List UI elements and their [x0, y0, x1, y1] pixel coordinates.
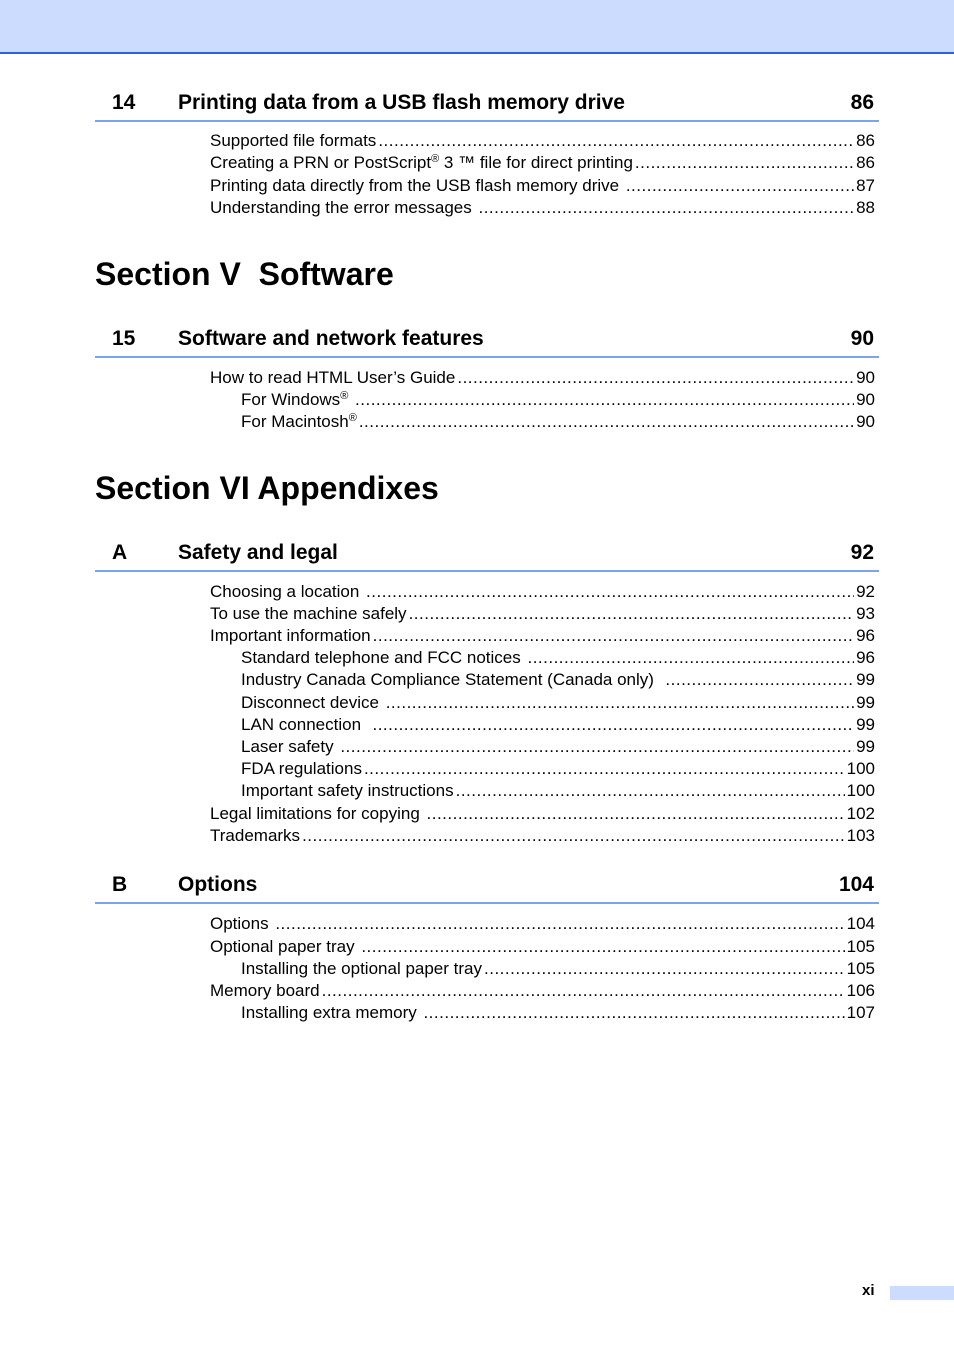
- chapter-title: Safety and legal: [178, 541, 338, 564]
- toc-entry-page: 100: [846, 759, 875, 778]
- page-number: xi: [862, 1282, 875, 1299]
- toc-entry-label: Optional paper tray: [210, 937, 360, 956]
- toc-entry[interactable]: [210, 152, 875, 174]
- toc-entry-label: Installing extra memory: [241, 1003, 422, 1022]
- toc-entry-page: 103: [846, 826, 875, 845]
- chapter-page: 86: [850, 91, 874, 114]
- section-title-v[interactable]: Section V Software: [95, 256, 394, 292]
- toc-entry-label: FDA regulations: [241, 759, 362, 778]
- toc-entry[interactable]: [241, 1002, 875, 1024]
- toc-entry[interactable]: [210, 825, 875, 847]
- toc-entry[interactable]: [241, 411, 875, 433]
- registered-mark: ®: [340, 390, 349, 402]
- dot-leader: [456, 780, 845, 802]
- toc-entry-page: 99: [856, 670, 875, 689]
- chapter-heading-b[interactable]: [95, 870, 879, 904]
- dot-leader: [665, 669, 854, 691]
- chapter-heading-15[interactable]: [95, 324, 879, 358]
- toc-entry-page: 90: [856, 412, 875, 431]
- dot-leader: [302, 825, 845, 847]
- toc-entry[interactable]: [210, 625, 875, 647]
- toc-entry[interactable]: [210, 803, 875, 825]
- chapter-heading-14[interactable]: [95, 88, 879, 122]
- toc-entry-label: For Macintosh®: [241, 412, 357, 431]
- toc-entry-page: 92: [856, 582, 875, 601]
- toc-entry-label: Printing data directly from the USB flash memory drive: [210, 176, 624, 195]
- toc-entry-label: Memory board: [210, 981, 320, 1000]
- toc-entry[interactable]: [241, 758, 875, 780]
- toc-entry-label: Disconnect device: [241, 693, 384, 712]
- toc-entry-label: To use the machine safely: [210, 604, 407, 623]
- registered-mark: ®: [431, 153, 440, 165]
- chapter-heading-a[interactable]: [95, 538, 879, 572]
- toc-entry-page: 105: [846, 937, 875, 956]
- dot-leader: [366, 581, 854, 603]
- dot-leader: [359, 411, 854, 433]
- toc-entry-label: Understanding the error messages: [210, 198, 477, 217]
- toc-entry[interactable]: [241, 958, 875, 980]
- dot-leader: [275, 913, 844, 935]
- toc-entry-page: 99: [856, 693, 875, 712]
- toc-entry[interactable]: [241, 736, 875, 758]
- dot-leader: [386, 692, 854, 714]
- toc-entry-page: 90: [856, 368, 875, 387]
- toc-entry[interactable]: [241, 692, 875, 714]
- chapter-page: 92: [850, 541, 874, 564]
- chapter-number: 15: [112, 327, 136, 350]
- dot-leader: [322, 980, 845, 1002]
- toc-entry-label: Installing the optional paper tray: [241, 959, 482, 978]
- chapter-title: Options: [178, 873, 258, 896]
- dot-leader: [373, 625, 854, 647]
- toc-entry-page: 87: [856, 176, 875, 195]
- dot-leader: [423, 1002, 844, 1024]
- toc-entry-page: 88: [856, 198, 875, 217]
- toc-entry[interactable]: [210, 367, 875, 389]
- toc-entry[interactable]: [210, 130, 875, 152]
- dot-leader: [355, 389, 854, 411]
- dot-leader: [372, 714, 854, 736]
- chapter-title: Printing data from a USB flash memory drive: [178, 91, 625, 114]
- toc-entry-label: Legal limitations for copying: [210, 804, 425, 823]
- toc-entry-label: Choosing a location: [210, 582, 365, 601]
- toc-entry-label: Standard telephone and FCC notices: [241, 648, 526, 667]
- dot-leader: [635, 152, 854, 174]
- toc-entry-page: 107: [846, 1003, 875, 1022]
- footer-tab: [890, 1286, 954, 1300]
- dot-leader: [478, 197, 854, 219]
- dot-leader: [364, 758, 845, 780]
- toc-entry-label: Trademarks: [210, 826, 301, 845]
- toc-entry-page: 90: [856, 390, 875, 409]
- toc-entry[interactable]: [210, 936, 875, 958]
- dot-leader: [378, 130, 854, 152]
- toc-entry-page: 102: [846, 804, 875, 823]
- toc-entry-page: 96: [856, 626, 875, 645]
- dot-leader: [409, 603, 855, 625]
- toc-entry-label: How to read HTML User’s Guide: [210, 368, 456, 387]
- section-title-vi[interactable]: Section VI Appendixes: [95, 470, 439, 506]
- toc-entry-page: 106: [846, 981, 875, 1000]
- registered-mark: ®: [348, 412, 357, 424]
- toc-entry-page: 96: [856, 648, 875, 667]
- chapter-number: 14: [112, 91, 136, 114]
- chapter-page: 90: [850, 327, 874, 350]
- toc-entry[interactable]: [241, 714, 875, 736]
- dot-leader: [457, 367, 854, 389]
- header-band: [0, 0, 954, 54]
- toc-entry-page: 93: [856, 604, 875, 623]
- chapter-page: 104: [838, 873, 874, 896]
- dot-leader: [626, 175, 854, 197]
- chapter-title: Software and network features: [178, 327, 484, 350]
- toc-entry[interactable]: [241, 389, 875, 411]
- toc-entry-page: 86: [856, 153, 875, 172]
- toc-entry-label: Laser safety: [241, 737, 339, 756]
- toc-entry-page: 104: [846, 914, 875, 933]
- toc-entry-label: Industry Canada Compliance Statement (Canada only): [241, 670, 664, 689]
- dot-leader: [527, 647, 854, 669]
- toc-entry-label: Important information: [210, 626, 371, 645]
- toc-entry[interactable]: [210, 175, 875, 197]
- toc-entry-label: Important safety instructions: [241, 781, 454, 800]
- toc-entry-label: Creating a PRN or PostScript® 3 ™ file for direct printing: [210, 153, 633, 172]
- toc-entry[interactable]: [241, 669, 875, 691]
- dot-leader: [484, 958, 845, 980]
- chapter-number: B: [112, 873, 128, 896]
- toc-entry[interactable]: [241, 647, 875, 669]
- dot-leader: [361, 936, 844, 958]
- dot-leader: [427, 803, 845, 825]
- toc-entry[interactable]: [210, 603, 875, 625]
- dot-leader: [340, 736, 854, 758]
- toc-entry-page: 86: [856, 131, 875, 150]
- toc-entry[interactable]: [241, 780, 875, 802]
- toc-entry-label: LAN connection: [241, 715, 371, 734]
- toc-entry-page: 99: [856, 715, 875, 734]
- toc-entry-page: 99: [856, 737, 875, 756]
- toc-entry-label: Supported file formats: [210, 131, 377, 150]
- chapter-number: A: [112, 541, 128, 564]
- toc-entry-page: 100: [846, 781, 875, 800]
- toc-entry[interactable]: [210, 581, 875, 603]
- toc-entry[interactable]: [210, 913, 875, 935]
- toc-entry[interactable]: [210, 980, 875, 1002]
- toc-entry-label: Options: [210, 914, 274, 933]
- toc-entry-page: 105: [846, 959, 875, 978]
- toc-entry[interactable]: [210, 197, 875, 219]
- toc-entry-label: For Windows®: [241, 390, 349, 409]
